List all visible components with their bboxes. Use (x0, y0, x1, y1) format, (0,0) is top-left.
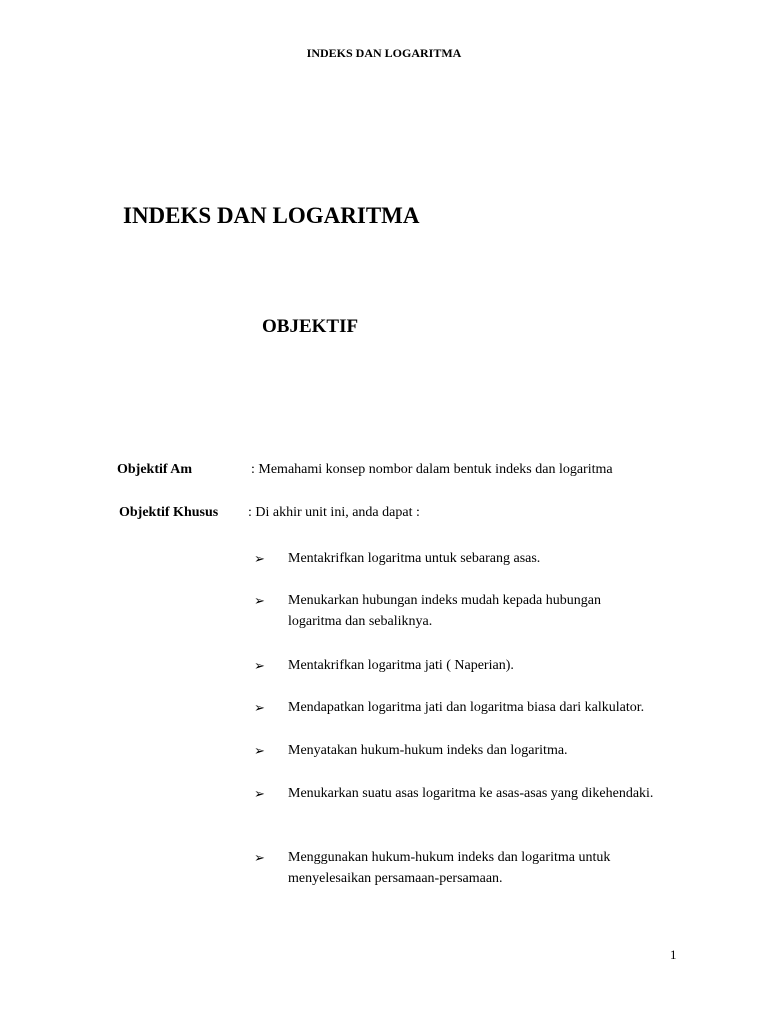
list-item-text: Menukarkan suatu asas logaritma ke asas-asas yang dikehendaki. (288, 786, 654, 801)
arrowhead-bullet-icon: ➢ (254, 700, 265, 715)
list-item-text: Mentakrifkan logaritma jati ( Naperian). (288, 658, 514, 673)
list-item-text: Menyatakan hukum-hukum indeks dan logaritma. (288, 743, 568, 758)
section-title: OBJEKTIF (262, 316, 359, 337)
page-number: 1 (670, 947, 677, 962)
list-item-text: Menggunakan hukum-hukum indeks dan logaritma untuk menyelesaikan persamaan-persamaan. (288, 850, 611, 886)
list-item-text: Mendapatkan logaritma jati dan logaritma biasa dari kalkulator. (288, 700, 645, 715)
page-title: INDEKS DAN LOGARITMA (123, 203, 420, 228)
running-header: INDEKS DAN LOGARITMA (306, 46, 462, 60)
arrowhead-bullet-icon: ➢ (254, 786, 265, 801)
list-item-text: Mentakrifkan logaritma untuk sebarang asas. (288, 551, 541, 566)
arrowhead-bullet-icon: ➢ (254, 743, 265, 758)
objective-specific-label: Objektif Khusus (119, 505, 219, 520)
objective-specific-value: : Di akhir unit ini, anda dapat : (248, 505, 420, 520)
objective-general-label: Objektif Am (117, 462, 193, 477)
arrowhead-bullet-icon: ➢ (254, 593, 265, 608)
arrowhead-bullet-icon: ➢ (254, 850, 265, 865)
arrowhead-bullet-icon: ➢ (254, 658, 265, 673)
list-item-text: Menukarkan hubungan indeks mudah kepada hubungan logaritma dan sebaliknya. (288, 593, 601, 629)
objective-general-value: : Memahami konsep nombor dalam bentuk indeks dan logaritma (251, 462, 613, 477)
arrowhead-bullet-icon: ➢ (254, 551, 265, 566)
